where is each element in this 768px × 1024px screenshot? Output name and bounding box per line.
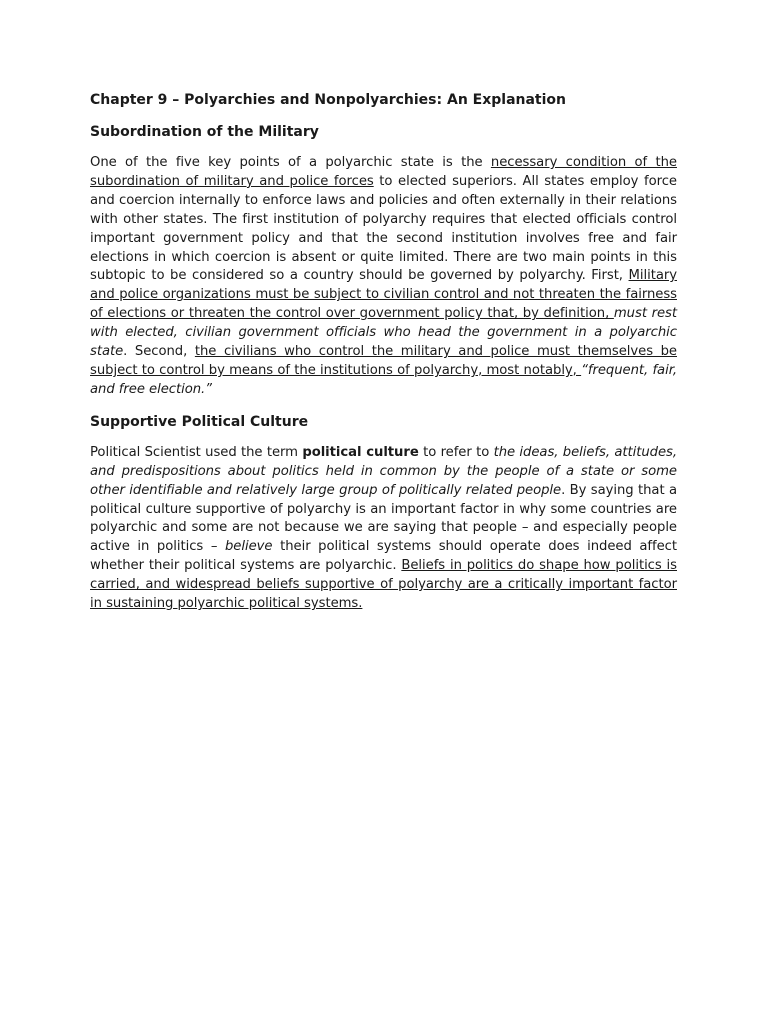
paragraph-culture [90,444,677,614]
text-run: . By saying that a political culture supportive of polyarchy is an important factor in why some countries are polyarchic and some are not because we are saying that people – and especially people active in politics – [90,482,677,555]
text-run: to elected superiors. All states employ force and coercion internally to enforce laws and policies and often externally in their relations with other states. The first institution of polyarchy requires that elected officials control important government policy and that the second institution involves free and fair elections in which coercion is absent or quite limited. There are two main points in this subtopic to be considered so a country should be governed by polyarchy. First, [90,173,677,284]
text-run: to refer to [418,444,494,460]
paragraph-military [90,154,677,400]
italic-run: the ideas, beliefs, attitudes, and predispositions about politics held in common by the people of a state or some other identifiable and relatively large group of politically related people [90,444,677,498]
text-run: . Second, [123,344,195,360]
section-heading-culture: Supportive Political Culture [90,413,309,430]
document-page [90,90,677,626]
chapter-title: Chapter 9 – Polyarchies and Nonpolyarchies: An Explanation [90,92,567,108]
section-heading-military: Subordination of the Military [90,124,319,140]
bold-term: political culture [302,444,419,460]
underlined-run: Military and police organizations must be subject to civilian control and not threaten the fairness of elections or threaten the control over government policy that, by definition, [90,268,677,322]
text-run: their political systems should operate does indeed affect whether their political systems are polyarchic. [90,539,677,574]
text-run: Political Scientist used the term [90,444,303,460]
underlined-run: the civilians who control the military and police must themselves be subject to control by means of the institutions of polyarchy, most notably, [90,344,677,378]
italic-quote: “frequent, fair, and free election.” [90,362,677,397]
text-run: One of the five key points of a polyarchic state is the [90,155,491,170]
italic-run: must rest with elected, civilian government officials who head the government in a polyarchic state [90,306,677,360]
italic-word: believe [224,539,273,555]
underlined-run: necessary condition of the subordination of military and police forces [90,155,677,189]
underlined-run: Beliefs in politics do shape how politics is carried, and widespread beliefs supportive of polyarchy are a critically important factor in sustaining polyarchic political systems. [90,558,677,612]
